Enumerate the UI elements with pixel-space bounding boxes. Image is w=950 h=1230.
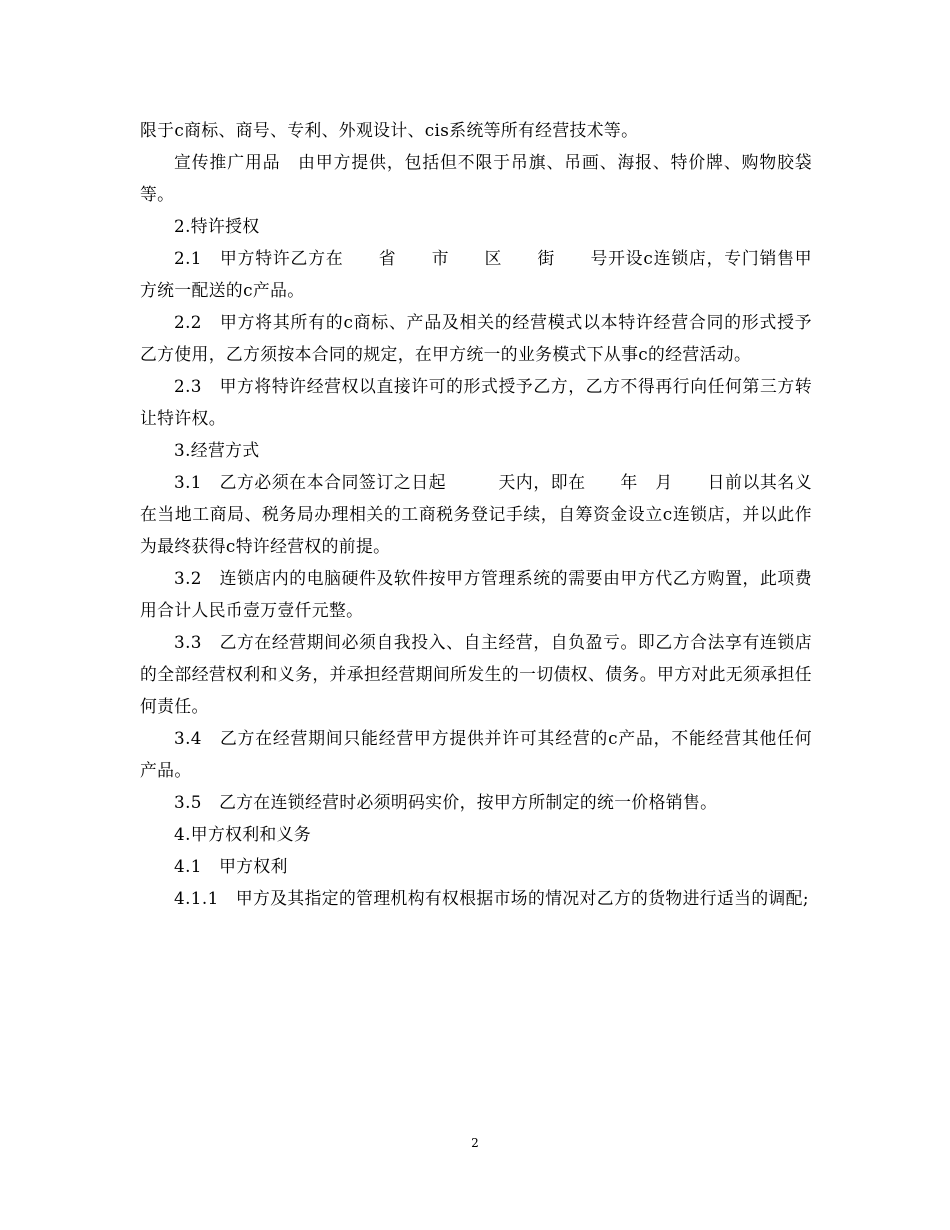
clause-3-4: 3.4 乙方在经营期间只能经营甲方提供并许可其经营的c产品，不能经营其他任何产品。 xyxy=(140,728,812,780)
paragraph-continuation: 限于c商标、商号、专利、外观设计、cis系统等所有经营技术等。 xyxy=(140,120,639,140)
clause-3-2: 3.2 连锁店内的电脑硬件及软件按甲方管理系统的需要由甲方代乙方购置，此项费用合计人民币壹万壹仟元整。 xyxy=(140,568,812,620)
clause-3-1: 3.1 乙方必须在本合同签订之日起 天内，即在 年 月 日前以其名义在当地工商局、税务局办理相关的工商税务登记手续，自筹资金设立c连锁店，并以此作为最终获得c特许经营权的前提。 xyxy=(140,472,812,556)
clause-2-3: 2.3 甲方将特许经营权以直接许可的形式授予乙方，乙方不得再行向任何第三方转让特许权。 xyxy=(140,376,812,428)
clause-3-5: 3.5 乙方在连锁经营时必须明码实价，按甲方所制定的统一价格销售。 xyxy=(174,792,718,812)
document-body xyxy=(140,114,812,914)
clause-4-1-1: 4.1.1 甲方及其指定的管理机构有权根据市场的情况对乙方的货物进行适当的调配; xyxy=(174,888,809,908)
page-number: 2 xyxy=(471,1136,479,1150)
clause-2-1: 2.1 甲方特许乙方在 省 市 区 街 号开设c连锁店，专门销售甲方统一配送的c产品。 xyxy=(140,248,812,300)
section-heading-party-a-rights: 4.甲方权利和义务 xyxy=(174,824,312,844)
section-heading-business-mode: 3.经营方式 xyxy=(174,440,260,460)
clause-4-1: 4.1 甲方权利 xyxy=(174,856,288,876)
section-heading-franchise-grant: 2.特许授权 xyxy=(174,216,260,236)
paragraph-promotional-materials: 宣传推广用品 由甲方提供，包括但不限于吊旗、吊画、海报、特价牌、购物胶袋等。 xyxy=(140,152,812,204)
clause-2-2: 2.2 甲方将其所有的c商标、产品及相关的经营模式以本特许经营合同的形式授予乙方使用，乙方须按本合同的规定，在甲方统一的业务模式下从事c的经营活动。 xyxy=(140,312,812,364)
clause-3-3: 3.3 乙方在经营期间必须自我投入、自主经营，自负盈亏。即乙方合法享有连锁店的全部经营权利和义务，并承担经营期间所发生的一切债权、债务。甲方对此无须承担任何责任。 xyxy=(140,632,812,716)
